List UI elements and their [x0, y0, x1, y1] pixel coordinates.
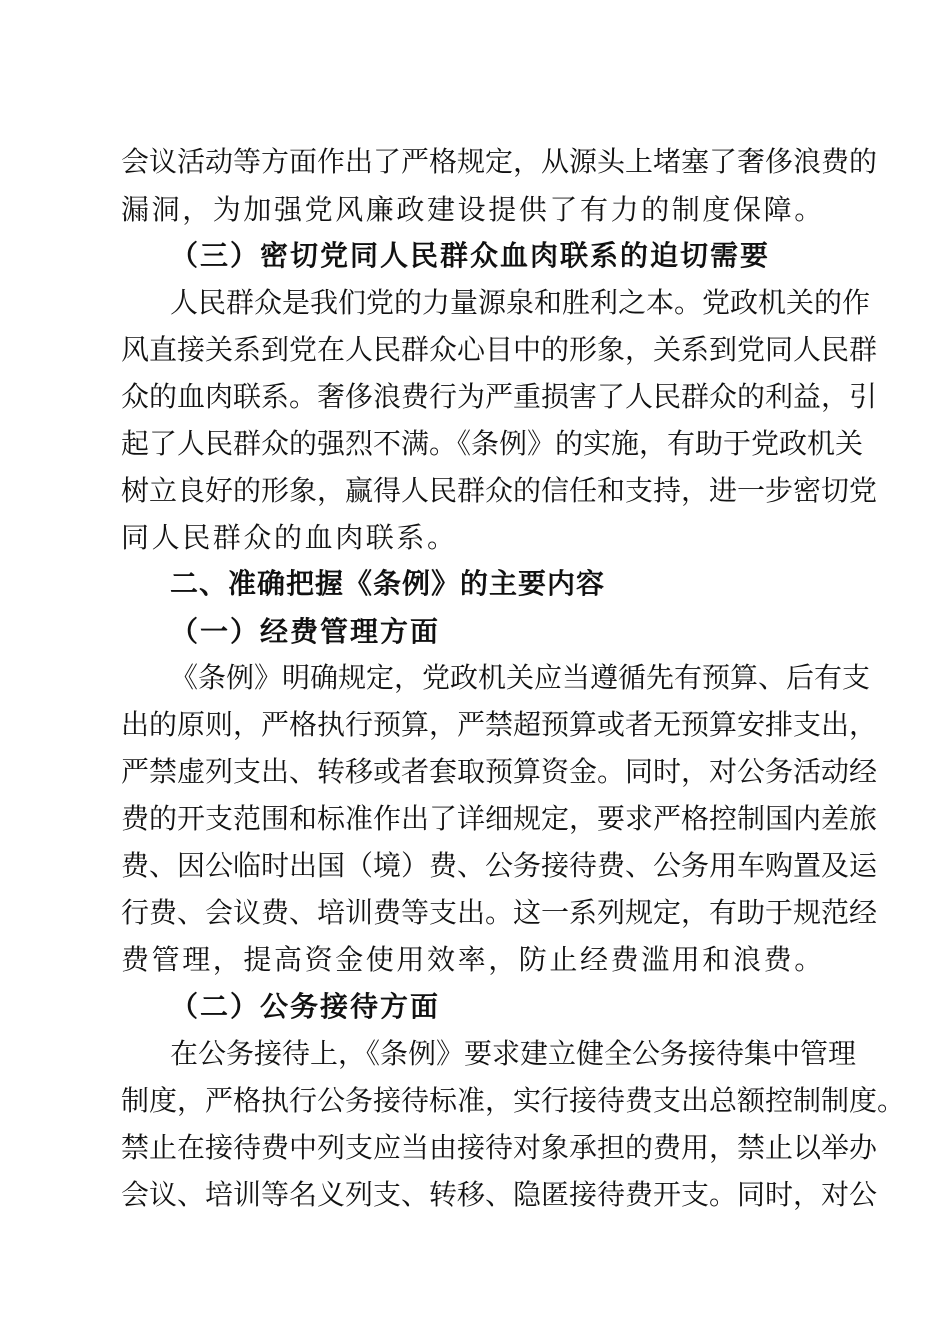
paragraph-line: 费、因公临时出国（境）费、公务接待费、公务用车购置及运	[121, 849, 878, 882]
paragraph-line: 严禁虚列支出、转移或者套取预算资金。同时，对公务活动经	[121, 755, 878, 788]
paragraph-line: 风直接关系到党在人民群众心目中的形象，关系到党同人民群	[121, 333, 878, 366]
paragraph-line: 行费、会议费、培训费等支出。这一系列规定，有助于规范经	[121, 896, 878, 929]
paragraph-line: 出的原则，严格执行预算，严禁超预算或者无预算安排支出，	[121, 708, 878, 741]
paragraph-line: 费的开支范围和标准作出了详细规定，要求严格控制国内差旅	[121, 802, 878, 835]
paragraph-line: 同人民群众的血肉联系。	[121, 521, 458, 554]
paragraph-line: 会议、培训等名义列支、转移、隐匿接待费开支。同时，对公	[121, 1178, 878, 1211]
paragraph-line: 起了人民群众的强烈不满。《条例》的实施，有助于党政机关	[121, 427, 864, 460]
subheading-1: （一）经费管理方面	[170, 615, 441, 648]
section-heading: 二、准确把握《条例》的主要内容	[170, 567, 606, 600]
paragraph-line: 树立良好的形象，赢得人民群众的信任和支持，进一步密切党	[121, 474, 878, 507]
paragraph-line: 人民群众是我们党的力量源泉和胜利之本。党政机关的作	[170, 286, 871, 319]
paragraph-line: 在公务接待上，《条例》要求建立健全公务接待集中管理	[170, 1037, 857, 1070]
subheading-3: （三）密切党同人民群众血肉联系的迫切需要	[170, 239, 771, 272]
paragraph-line: 漏洞，为加强党风廉政建设提供了有力的制度保障。	[121, 193, 825, 226]
paragraph-line: 《条例》明确规定，党政机关应当遵循先有预算、后有支	[170, 661, 871, 694]
paragraph-line: 禁止在接待费中列支应当由接待对象承担的费用，禁止以举办	[121, 1131, 878, 1164]
paragraph-line: 会议活动等方面作出了严格规定，从源头上堵塞了奢侈浪费的	[121, 145, 878, 178]
paragraph-line: 众的血肉联系。奢侈浪费行为严重损害了人民群众的利益，引	[121, 380, 878, 413]
paragraph-line: 费管理，提高资金使用效率，防止经费滥用和浪费。	[121, 943, 825, 976]
subheading-2: （二）公务接待方面	[170, 990, 441, 1023]
paragraph-line: 制度，严格执行公务接待标准，实行接待费支出总额控制制度。	[121, 1084, 906, 1117]
